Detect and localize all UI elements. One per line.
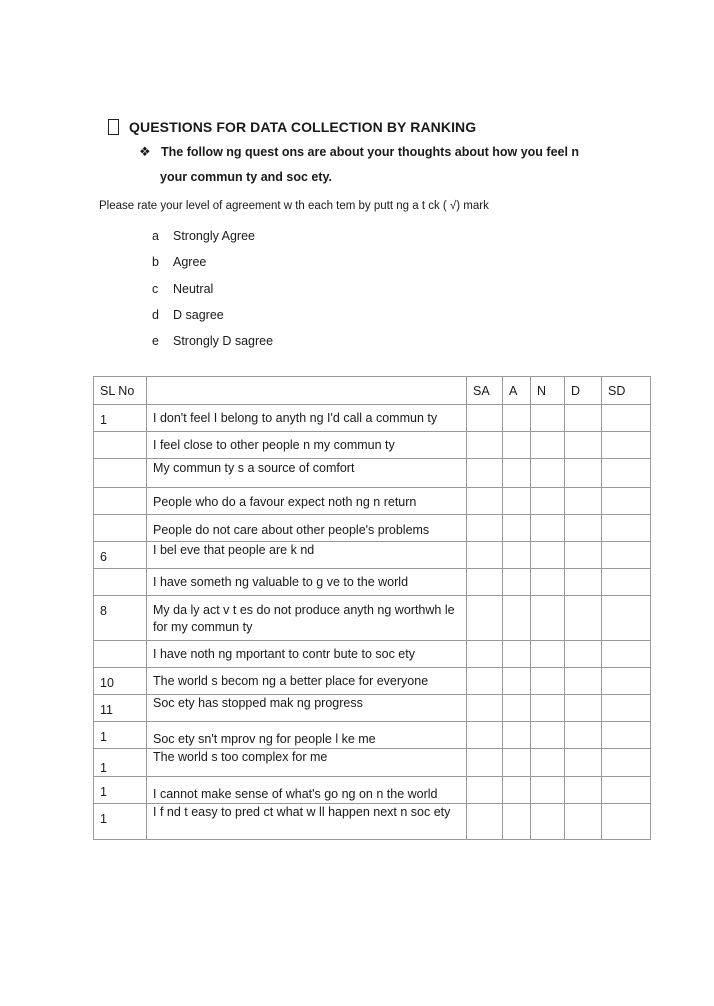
answer-cell-sa[interactable] xyxy=(467,777,503,804)
answer-cell-n[interactable] xyxy=(531,641,565,668)
question-text: I cannot make sense of what's go ng on n the world xyxy=(147,777,467,804)
table-row xyxy=(94,405,651,432)
row-number xyxy=(94,488,147,515)
answer-cell-a[interactable] xyxy=(503,596,531,641)
question-text: People who do a favour expect noth ng n return xyxy=(147,488,467,515)
question-text: The world s too complex for me xyxy=(147,749,467,777)
answer-cell-sd[interactable] xyxy=(602,596,651,641)
answer-cell-a[interactable] xyxy=(503,777,531,804)
answer-cell-a[interactable] xyxy=(503,804,531,840)
header-question xyxy=(147,377,467,405)
row-number xyxy=(94,459,147,488)
row-number: 1 xyxy=(94,777,147,804)
answer-cell-d[interactable] xyxy=(565,488,602,515)
answer-cell-a[interactable] xyxy=(503,488,531,515)
answer-cell-a[interactable] xyxy=(503,668,531,695)
answer-cell-a[interactable] xyxy=(503,722,531,749)
answer-cell-a[interactable] xyxy=(503,695,531,722)
row-number xyxy=(94,515,147,542)
answer-cell-sa[interactable] xyxy=(467,641,503,668)
answer-cell-d[interactable] xyxy=(565,569,602,596)
answer-cell-sa[interactable] xyxy=(467,515,503,542)
scale-label: Strongly Agree xyxy=(173,229,255,244)
answer-cell-a[interactable] xyxy=(503,542,531,569)
scale-item xyxy=(152,223,273,249)
row-number: 11 xyxy=(94,695,147,722)
table-row xyxy=(94,777,651,804)
scale-label: D sagree xyxy=(173,308,224,323)
question-text: The world s becom ng a better place for everyone xyxy=(147,668,467,695)
header-d: D xyxy=(565,377,602,405)
row-number: 1 xyxy=(94,722,147,749)
answer-cell-n[interactable] xyxy=(531,695,565,722)
answer-cell-d[interactable] xyxy=(565,515,602,542)
scale-letter: a xyxy=(152,229,159,244)
section-title: QUESTIONS FOR DATA COLLECTION BY RANKING xyxy=(129,119,477,135)
table-row xyxy=(94,459,651,488)
answer-cell-a[interactable] xyxy=(503,641,531,668)
answer-cell-n[interactable] xyxy=(531,459,565,488)
answer-cell-d[interactable] xyxy=(565,432,602,459)
answer-cell-sa[interactable] xyxy=(467,569,503,596)
answer-cell-d[interactable] xyxy=(565,405,602,432)
answer-cell-sd[interactable] xyxy=(602,459,651,488)
question-text: I don't feel I belong to anyth ng I'd call a commun ty xyxy=(147,405,467,432)
header-sd: SD xyxy=(602,377,651,405)
answer-cell-sd[interactable] xyxy=(602,777,651,804)
diamond-bullet-icon: ❖ xyxy=(139,144,151,159)
table-row xyxy=(94,695,651,722)
answer-cell-sa[interactable] xyxy=(467,749,503,777)
answer-cell-sd[interactable] xyxy=(602,542,651,569)
answer-cell-n[interactable] xyxy=(531,405,565,432)
table-row xyxy=(94,722,651,749)
question-text: I bel eve that people are k nd xyxy=(147,542,467,569)
question-text: I feel close to other people n my commun ty xyxy=(147,432,467,459)
answer-cell-d[interactable] xyxy=(565,459,602,488)
answer-cell-sd[interactable] xyxy=(602,695,651,722)
row-number: 10 xyxy=(94,668,147,695)
table-row xyxy=(94,488,651,515)
question-text: Soc ety has stopped mak ng progress xyxy=(147,695,467,722)
answer-cell-n[interactable] xyxy=(531,777,565,804)
answer-cell-sa[interactable] xyxy=(467,459,503,488)
answer-cell-sd[interactable] xyxy=(602,804,651,840)
answer-cell-sd[interactable] xyxy=(602,668,651,695)
row-number xyxy=(94,569,147,596)
row-number: 1 xyxy=(94,804,147,840)
table-row xyxy=(94,515,651,542)
answer-cell-a[interactable] xyxy=(503,569,531,596)
scale-item xyxy=(152,302,273,328)
answer-cell-sd[interactable] xyxy=(602,488,651,515)
scale-letter: b xyxy=(152,255,159,270)
answer-cell-a[interactable] xyxy=(503,515,531,542)
scale-letter: c xyxy=(152,281,159,296)
table-header-row xyxy=(94,377,651,405)
scale-item xyxy=(152,249,273,275)
question-text: I have noth ng mportant to contr bute to soc ety xyxy=(147,641,467,668)
answer-cell-d[interactable] xyxy=(565,542,602,569)
scale-label: Strongly D sagree xyxy=(173,334,274,349)
question-text: My commun ty s a source of comfort xyxy=(147,459,467,488)
answer-cell-a[interactable] xyxy=(503,405,531,432)
answer-cell-sd[interactable] xyxy=(602,405,651,432)
question-text: My da ly act v t es do not produce anyth ng worthwh le for my commun ty xyxy=(147,596,467,641)
answer-cell-sa[interactable] xyxy=(467,432,503,459)
rating-instruction: Please rate your level of agreement w th each tem by putt ng a t ck ( √) mark xyxy=(99,200,489,212)
answer-cell-n[interactable] xyxy=(531,542,565,569)
answer-cell-d[interactable] xyxy=(565,777,602,804)
answer-cell-n[interactable] xyxy=(531,749,565,777)
answer-cell-sd[interactable] xyxy=(602,569,651,596)
answer-cell-a[interactable] xyxy=(503,749,531,777)
table-row xyxy=(94,596,651,641)
scale-item xyxy=(152,276,273,302)
row-number xyxy=(94,432,147,459)
answer-cell-d[interactable] xyxy=(565,695,602,722)
section-heading xyxy=(108,116,476,138)
answer-cell-sa[interactable] xyxy=(467,596,503,641)
lead-line xyxy=(139,145,609,160)
lead-paragraph xyxy=(139,145,609,184)
answer-cell-sa[interactable] xyxy=(467,488,503,515)
answer-cell-n[interactable] xyxy=(531,515,565,542)
row-number xyxy=(94,641,147,668)
lead-text-line2: your commun ty and soc ety. xyxy=(160,170,333,184)
answer-cell-sd[interactable] xyxy=(602,722,651,749)
answer-cell-sd[interactable] xyxy=(602,515,651,542)
table-row xyxy=(94,432,651,459)
answer-cell-n[interactable] xyxy=(531,569,565,596)
header-sa: SA xyxy=(467,377,503,405)
table-row xyxy=(94,569,651,596)
scale-letter: d xyxy=(152,308,159,323)
table-row xyxy=(94,668,651,695)
answer-cell-sa[interactable] xyxy=(467,405,503,432)
answer-cell-n[interactable] xyxy=(531,488,565,515)
table-row xyxy=(94,749,651,777)
answer-cell-sd[interactable] xyxy=(602,749,651,777)
answer-cell-n[interactable] xyxy=(531,722,565,749)
row-number: 1 xyxy=(94,405,147,432)
answer-cell-sa[interactable] xyxy=(467,668,503,695)
answer-cell-n[interactable] xyxy=(531,668,565,695)
question-text: I have someth ng valuable to g ve to the world xyxy=(147,569,467,596)
answer-cell-sa[interactable] xyxy=(467,542,503,569)
question-text: I f nd t easy to pred ct what w ll happen next n soc ety xyxy=(147,804,467,840)
scale-label: Agree xyxy=(173,255,207,270)
answer-cell-a[interactable] xyxy=(503,459,531,488)
answer-cell-n[interactable] xyxy=(531,804,565,840)
scale-label: Neutral xyxy=(173,281,214,296)
answer-cell-sd[interactable] xyxy=(602,432,651,459)
answer-cell-sa[interactable] xyxy=(467,695,503,722)
header-a: A xyxy=(503,377,531,405)
table-row xyxy=(94,641,651,668)
header-n: N xyxy=(531,377,565,405)
scale-item xyxy=(152,328,273,354)
scale-letter: e xyxy=(152,334,159,349)
answer-cell-d[interactable] xyxy=(565,596,602,641)
question-text: People do not care about other people's problems xyxy=(147,515,467,542)
answer-cell-d[interactable] xyxy=(565,749,602,777)
row-number: 8 xyxy=(94,596,147,641)
survey-table xyxy=(93,376,651,840)
question-text: Soc ety sn't mprov ng for people l ke me xyxy=(147,722,467,749)
answer-cell-sa[interactable] xyxy=(467,722,503,749)
answer-cell-a[interactable] xyxy=(503,432,531,459)
answer-cell-d[interactable] xyxy=(565,668,602,695)
answer-cell-d[interactable] xyxy=(565,641,602,668)
checkbox-glyph-icon xyxy=(108,119,119,135)
row-number: 1 xyxy=(94,749,147,777)
answer-cell-d[interactable] xyxy=(565,804,602,840)
answer-cell-d[interactable] xyxy=(565,722,602,749)
table-row xyxy=(94,542,651,569)
lead-text-line1: The follow ng quest ons are about your thoughts about how you feel n xyxy=(161,145,580,159)
answer-cell-sa[interactable] xyxy=(467,804,503,840)
header-sl-no: SL No xyxy=(94,377,147,405)
answer-cell-n[interactable] xyxy=(531,596,565,641)
rating-scale-list xyxy=(152,223,273,354)
row-number: 6 xyxy=(94,542,147,569)
answer-cell-n[interactable] xyxy=(531,432,565,459)
table-row xyxy=(94,804,651,840)
answer-cell-sd[interactable] xyxy=(602,641,651,668)
